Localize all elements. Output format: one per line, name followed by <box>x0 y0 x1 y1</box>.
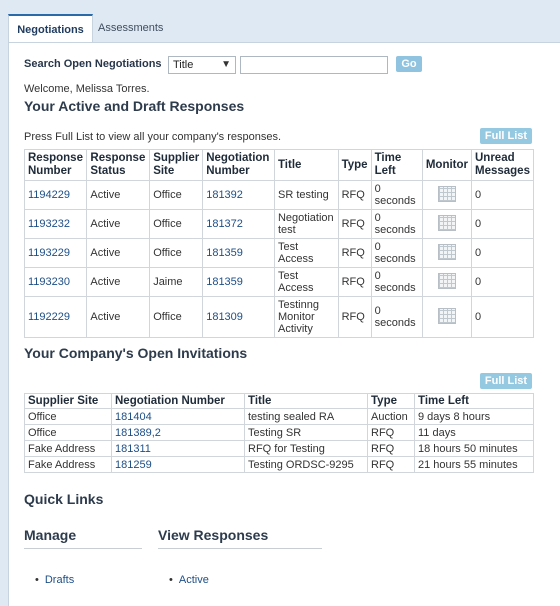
invitations-table <box>24 393 534 473</box>
response-number-link[interactable]: 1193232 <box>28 218 71 230</box>
monitor-grid-icon[interactable] <box>438 273 456 289</box>
supplier-site: Office <box>150 239 203 268</box>
column-header: Unread Messages <box>472 150 534 181</box>
table-header-row <box>25 150 534 181</box>
monitor-grid-icon[interactable] <box>438 186 456 202</box>
column-header: Time Left <box>415 394 534 409</box>
negotiation-title: SR testing <box>274 181 338 210</box>
view-responses-divider <box>158 548 322 549</box>
responses-heading: Your Active and Draft Responses <box>24 98 245 114</box>
supplier-site: Fake Address <box>25 457 112 473</box>
manage-heading: Manage <box>24 527 77 543</box>
negotiation-number-link[interactable]: 181359 <box>206 276 243 288</box>
time-left: 0 seconds <box>371 210 422 239</box>
chevron-down-icon: ▼ <box>221 59 231 70</box>
search-field-select[interactable] <box>168 56 236 74</box>
negotiation-title: Test Access <box>274 268 338 297</box>
list-item <box>35 574 74 586</box>
invitation-type: RFQ <box>368 457 415 473</box>
active-link[interactable]: Active <box>178 574 209 586</box>
negotiation-title: Test Access <box>274 239 338 268</box>
column-header: Title <box>245 394 368 409</box>
negotiation-type: RFQ <box>338 297 371 338</box>
time-left: 21 hours 55 minutes <box>415 457 534 473</box>
unread-messages: 0 <box>472 239 534 268</box>
supplier-site: Office <box>150 297 203 338</box>
drafts-link[interactable]: Drafts <box>44 574 75 586</box>
time-left: 0 seconds <box>371 297 422 338</box>
column-header: Type <box>338 150 371 181</box>
column-header: Monitor <box>422 150 471 181</box>
manage-divider <box>24 548 142 549</box>
invitation-title: Testing ORDSC-9295 <box>245 457 368 473</box>
time-left: 11 days <box>415 425 534 441</box>
supplier-site: Fake Address <box>25 441 112 457</box>
response-number-link[interactable]: 1192229 <box>28 311 71 323</box>
negotiation-number-link[interactable]: 181389,2 <box>115 426 161 439</box>
unread-messages: 0 <box>472 268 534 297</box>
negotiation-number-link[interactable]: 181359 <box>206 247 243 259</box>
search-field-select-value: Title <box>173 59 194 71</box>
table-row <box>25 457 534 473</box>
monitor-grid-icon[interactable] <box>438 308 456 324</box>
column-header: Response Number <box>25 150 87 181</box>
tab-assessments[interactable]: Assessments <box>98 22 164 34</box>
response-status: Active <box>87 239 150 268</box>
invitations-heading: Your Company's Open Invitations <box>24 345 248 361</box>
unread-messages: 0 <box>472 297 534 338</box>
response-status: Active <box>87 181 150 210</box>
response-number-link[interactable]: 1193229 <box>28 247 71 259</box>
table-row <box>25 210 534 239</box>
time-left: 18 hours 50 minutes <box>415 441 534 457</box>
negotiation-type: RFQ <box>338 210 371 239</box>
welcome-message: Welcome, Melissa Torres. <box>24 83 150 95</box>
column-header: Supplier Site <box>25 394 112 409</box>
invitation-type: Auction <box>368 409 415 425</box>
response-number-link[interactable]: 1193230 <box>28 276 71 288</box>
response-number-link[interactable]: 1194229 <box>28 189 71 201</box>
search-label: Search Open Negotiations <box>24 58 162 70</box>
table-row <box>25 239 534 268</box>
column-header: Type <box>368 394 415 409</box>
quick-links-heading: Quick Links <box>24 491 104 507</box>
monitor-grid-icon[interactable] <box>438 215 456 231</box>
column-header: Negotiation Number <box>112 394 245 409</box>
negotiation-type: RFQ <box>338 268 371 297</box>
table-row <box>25 297 534 338</box>
table-row <box>25 441 534 457</box>
view-responses-heading: View Responses <box>158 527 269 543</box>
table-row <box>25 425 534 441</box>
negotiation-title: Testinng Monitor Activity <box>274 297 338 338</box>
responses-table <box>24 149 534 338</box>
tab-negotiations[interactable]: Negotiations <box>8 14 93 44</box>
invitation-title: testing sealed RA <box>245 409 368 425</box>
invitations-full-list-button[interactable]: Full List <box>480 373 532 389</box>
main-panel <box>8 42 560 606</box>
supplier-site: Office <box>150 210 203 239</box>
go-button[interactable]: Go <box>396 56 422 72</box>
column-header: Time Left <box>371 150 422 181</box>
unread-messages: 0 <box>472 181 534 210</box>
negotiation-number-link[interactable]: 181259 <box>115 458 152 471</box>
negotiation-number-link[interactable]: 181372 <box>206 218 243 230</box>
negotiation-number-link[interactable]: 181392 <box>206 189 243 201</box>
search-input[interactable] <box>240 56 388 74</box>
time-left: 0 seconds <box>371 181 422 210</box>
supplier-site: Office <box>25 425 112 441</box>
bullet-icon: • <box>169 574 173 586</box>
time-left: 0 seconds <box>371 239 422 268</box>
response-status: Active <box>87 210 150 239</box>
negotiation-type: RFQ <box>338 239 371 268</box>
negotiation-number-link[interactable]: 181404 <box>115 410 152 423</box>
table-header-row <box>25 394 534 409</box>
invitation-type: RFQ <box>368 425 415 441</box>
invitation-title: Testing SR <box>245 425 368 441</box>
column-header: Response Status <box>87 150 150 181</box>
unread-messages: 0 <box>472 210 534 239</box>
time-left: 9 days 8 hours <box>415 409 534 425</box>
negotiation-number-link[interactable]: 181311 <box>115 442 151 455</box>
table-row <box>25 409 534 425</box>
column-header: Supplier Site <box>150 150 203 181</box>
list-item <box>169 574 209 586</box>
responses-full-list-button[interactable]: Full List <box>480 128 532 144</box>
responses-note: Press Full List to view all your company's responses. <box>24 131 282 143</box>
supplier-site: Jaime <box>150 268 203 297</box>
table-row <box>25 268 534 297</box>
invitation-title: RFQ for Testing <box>245 441 368 457</box>
negotiation-number-link[interactable]: 181309 <box>206 311 243 323</box>
response-status: Active <box>87 297 150 338</box>
supplier-site: Office <box>150 181 203 210</box>
column-header: Negotiation Number <box>203 150 275 181</box>
supplier-site: Office <box>25 409 112 425</box>
table-row <box>25 181 534 210</box>
time-left: 0 seconds <box>371 268 422 297</box>
negotiation-type: RFQ <box>338 181 371 210</box>
invitation-type: RFQ <box>368 441 415 457</box>
bullet-icon: • <box>35 574 39 586</box>
column-header: Title <box>274 150 338 181</box>
negotiation-title: Negotiation test <box>274 210 338 239</box>
response-status: Active <box>87 268 150 297</box>
monitor-grid-icon[interactable] <box>438 244 456 260</box>
